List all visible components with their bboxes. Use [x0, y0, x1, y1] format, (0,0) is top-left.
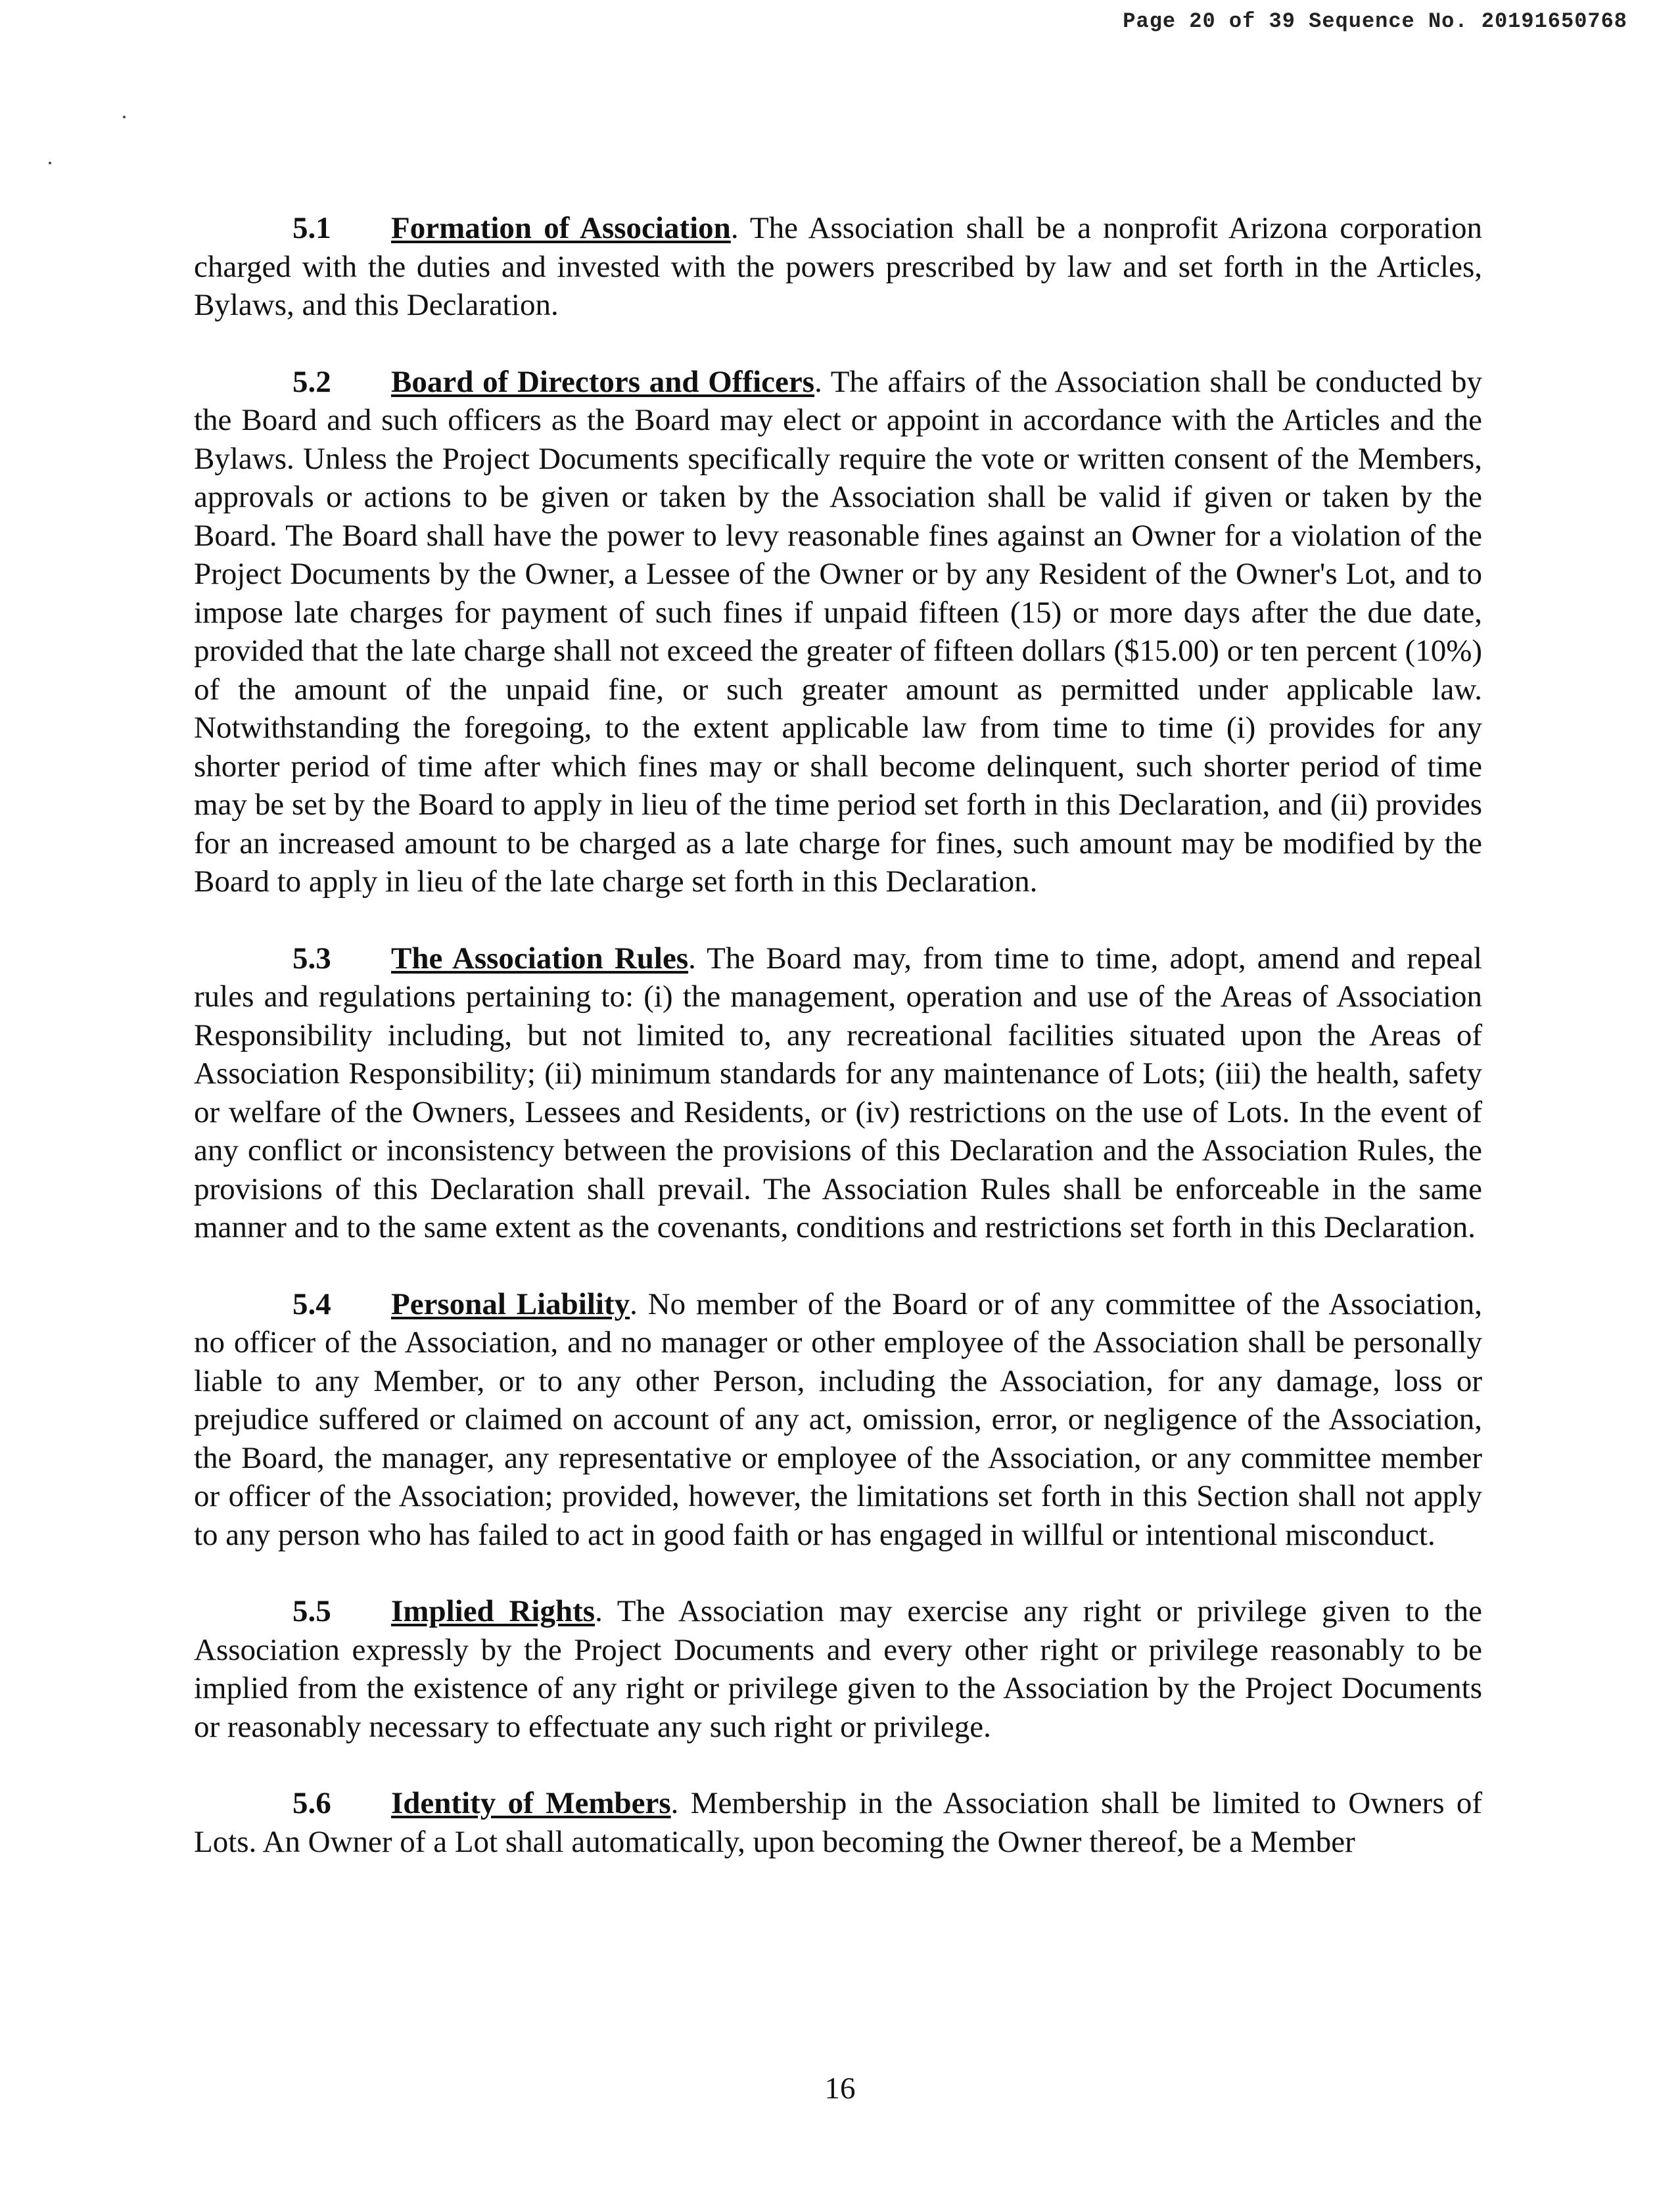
- section-heading: Personal Liability: [391, 1286, 630, 1321]
- section-heading: Identity of Members: [391, 1786, 671, 1820]
- section-5-4: [194, 1285, 1482, 1555]
- scan-speck: [123, 116, 126, 118]
- section-number: 5.5: [292, 1594, 331, 1628]
- section-heading: Implied Rights: [391, 1594, 595, 1628]
- section-5-1: [194, 209, 1482, 325]
- section-body: . The Association shall be a nonprofit Arizona corporation charged with the duties and invested with the powers prescribed by law and set forth in the Articles, Bylaws, and this Declaration.: [194, 211, 1482, 322]
- section-body: . The Board may, from time to time, adopt, amend and repeal rules and regulations pertaining to: (i) the management, operation and use of the Areas of Association Responsibility including, but not limited to, any recreational facilities situated upon the Areas of Association Responsibility; (ii) minimum standards for any maintenance of Lots; (iii) the health, safety or welfare of the Owners, Lessees and Residents, or (iv) restrictions on the use of Lots. In the event of any conflict or inconsistency between the provisions of this Declaration and the Association Rules, the provisions of this Declaration shall prevail. The Association Rules shall be enforceable in the same manner and to the same extent as the covenants, conditions and restrictions set forth in this Declaration.: [194, 941, 1482, 1244]
- section-number: 5.4: [292, 1286, 331, 1321]
- section-body: . The Association may exercise any right or privilege given to the Association expressly by the Project Documents and every other right or privilege reasonably to be implied from the existence of any right or privilege given to the Association by the Project Documents or reasonably necessary to effectuate any such right or privilege.: [194, 1594, 1482, 1744]
- section-5-5: [194, 1592, 1482, 1746]
- section-number: 5.3: [292, 941, 331, 976]
- page-number: 16: [824, 2071, 856, 2106]
- section-number: 5.2: [292, 364, 331, 399]
- section-heading: Formation of Association: [391, 211, 731, 245]
- section-body: . The affairs of the Association shall be conducted by the Board and such officers as the Board may elect or appoint in accordance with the Articles and the Bylaws. Unless the Project Documents specifically require the vote or written consent of the Members, approvals or actions to be given or taken by the Association shall be valid if given or taken by the Board. The Board shall have the power to levy reasonable fines against an Owner for a violation of the Project Documents by the Owner, a Lessee of the Owner or by any Resident of the Owner's Lot, and to impose late charges for payment of such fines if unpaid fifteen (15) or more days after the due date, provided that the late charge shall not exceed the greater of fifteen dollars ($15.00) or ten percent (10%) of the amount of the unpaid fine, or such greater amount as permitted under applicable law. Notwithstanding the foregoing, to the extent applicable law from time to time (i) provides for any shorter period of time after which fines may or shall become delinquent, such shorter period of time may be set by the Board to apply in lieu of the time period set forth in this Declaration, and (ii) provides for an increased amount to be charged as a late charge for fines, such amount may be modified by the Board to apply in lieu of the late charge set forth in this Declaration.: [194, 364, 1483, 899]
- section-heading: Board of Directors and Officers: [391, 364, 815, 399]
- section-5-2: [194, 363, 1482, 901]
- section-5-6: [194, 1784, 1482, 1861]
- section-5-3: [194, 939, 1482, 1247]
- section-body: . No member of the Board or of any committee of the Association, no officer of the Association, and no manager or other employee of the Association shall be personally liable to any Member, or to any other Person, including the Association, for any damage, loss or prejudice suffered or claimed on account of any act, omission, error, or negligence of the Association, the Board, the manager, any representative or employee of the Association, or any committee member or officer of the Association; provided, however, the limitations set forth in this Section shall not apply to any person who has failed to act in good faith or has engaged in willful or intentional misconduct.: [194, 1286, 1483, 1552]
- scan-speck: [49, 162, 51, 164]
- section-body: . Membership in the Association shall be limited to Owners of Lots. An Owner of a Lot shall automatically, upon becoming the Owner thereof, be a Member: [194, 1786, 1482, 1859]
- section-number: 5.1: [292, 211, 331, 245]
- page-sequence-header: Page 20 of 39 Sequence No. 20191650768: [1123, 9, 1627, 34]
- section-heading: The Association Rules: [391, 941, 689, 976]
- section-number: 5.6: [292, 1786, 331, 1820]
- document-body: [194, 209, 1482, 1899]
